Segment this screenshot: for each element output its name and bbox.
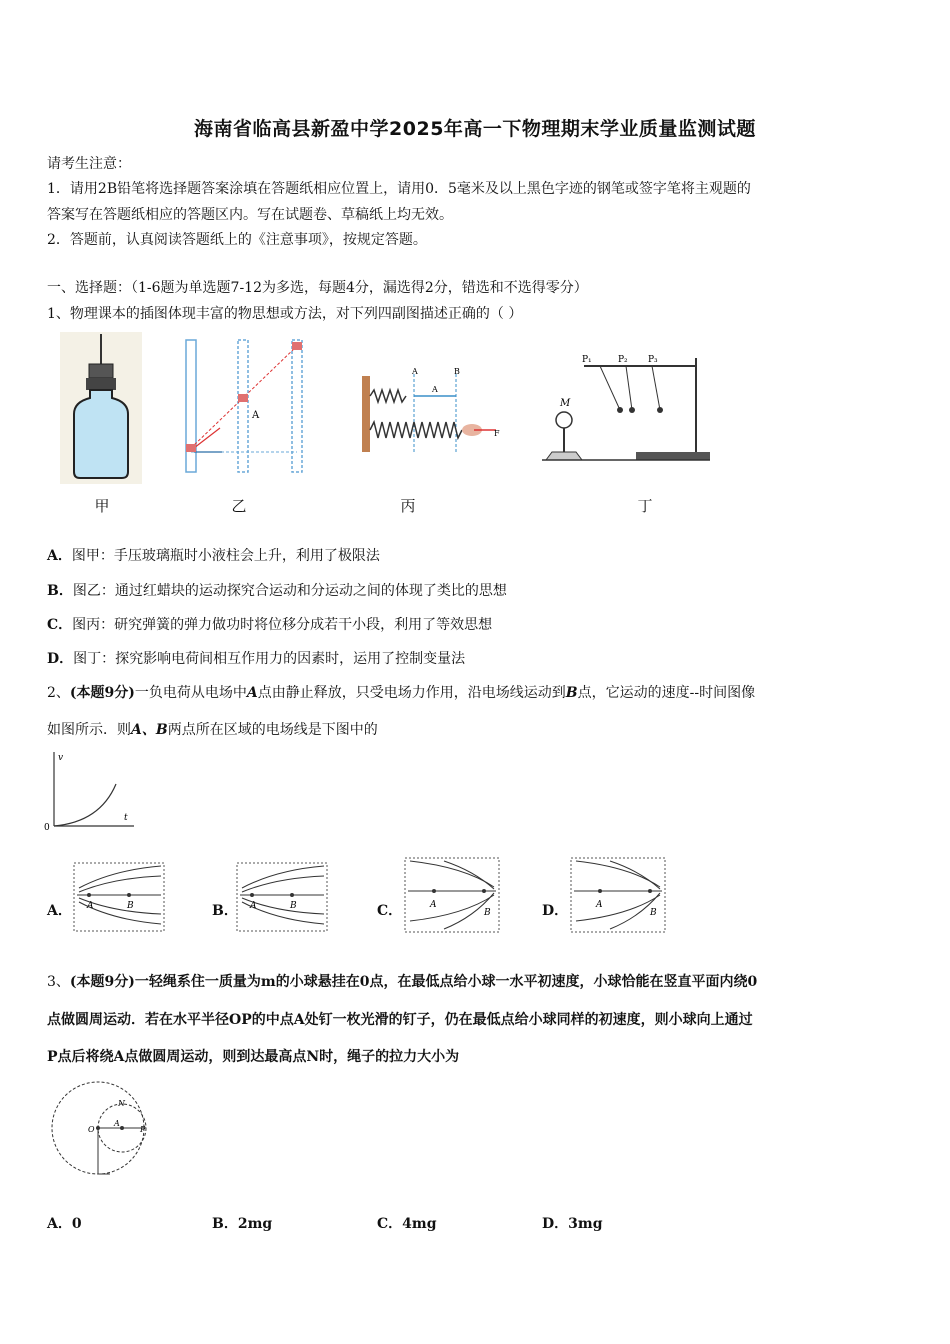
- q1-fig-bing-label-b: B: [454, 367, 460, 376]
- q1-fig-ding-label-p2: P₂: [618, 355, 628, 365]
- q1-option-b[interactable]: B．图乙：通过红蜡块的运动探究合运动和分运动之间的体现了类比的思想: [47, 583, 507, 599]
- q2-choice-a-label[interactable]: A．: [47, 903, 72, 919]
- q2-graph-origin: 0: [44, 823, 50, 833]
- q2-choice-c-pt-a: A: [430, 900, 437, 910]
- page-title: 海南省临高县新盈中学2025年高一下物理期末学业质量监测试题: [194, 118, 756, 140]
- q1-fig-yi-label-a: A: [252, 410, 260, 421]
- notice-item-1b: 答案写在答题纸相应的答题区内。写在试题卷、草稿纸上均无效。: [47, 207, 453, 223]
- q2-graph-v-label: v: [58, 753, 64, 763]
- q1-fig-ding-label-p3: P₃: [648, 355, 658, 365]
- q2-choice-c-label[interactable]: C．: [377, 903, 403, 919]
- q2-graph-t-label: t: [124, 813, 128, 823]
- q1-option-c[interactable]: C．图丙：研究弹簧的弹力做功时将位移分成若干小段，利用了等效思想: [47, 617, 493, 633]
- q1-figure-bing: [356, 366, 502, 452]
- q1-caption-jia: 甲: [94, 497, 110, 515]
- q1-caption-ding: 丁: [637, 497, 653, 515]
- q1-option-a[interactable]: A．图甲：手压玻璃瓶时小液柱会上升，利用了极限法: [47, 548, 380, 564]
- q3-fig-label-o: O: [88, 1125, 95, 1134]
- section-heading: 一、选择题：（1-6题为单选题7-12为多选，每题4分，漏选得2分，错选和不选得零分）: [47, 280, 588, 296]
- q2-choice-d-diagram[interactable]: [570, 857, 666, 933]
- q3-option-c[interactable]: C．4mg: [377, 1216, 437, 1232]
- q2-choice-d-pt-a: A: [596, 900, 603, 910]
- q1-stem: 1、物理课本的插图体现丰富的物思想或方法，对下列四副图描述正确的（ ）: [47, 306, 523, 322]
- q2-choice-a-pt-b: B: [127, 901, 134, 911]
- q1-figure-ding: [540, 348, 712, 466]
- notice-item-2: 2．答题前，认真阅读答题纸上的《注意事项》，按规定答题。: [47, 232, 427, 248]
- notice-item-1a: 1．请用2B铅笔将选择题答案涂填在答题纸相应位置上，请用0．5毫米及以上黑色字迹的钢笔或签字笔将主观题的: [47, 181, 751, 197]
- q1-caption-bing: 丙: [400, 497, 416, 515]
- q2-choice-a-pt-a: A: [87, 901, 94, 911]
- q3-stem-line2: 点做圆周运动．若在水平半径OP的中点A处钉一枚光滑的钉子，仍在最低点给小球同样的初速度，则小球向上通过: [47, 1012, 753, 1028]
- q2-choice-b-pt-b: B: [290, 901, 297, 911]
- q1-fig-bing-label-a: A: [412, 367, 418, 376]
- q3-fig-label-a: A: [114, 1119, 120, 1128]
- q1-option-d[interactable]: D．图丁：探究影响电荷间相互作用力的因素时，运用了控制变量法: [47, 651, 466, 667]
- q2-choice-d-pt-b: B: [650, 908, 657, 918]
- notice-heading: 请考生注意：: [47, 156, 131, 172]
- q1-fig-ding-label-p1: P₁: [582, 355, 592, 365]
- q3-circle-figure: [44, 1080, 156, 1180]
- q3-option-b[interactable]: B．2mg: [212, 1216, 273, 1232]
- q1-figure-jia: [60, 332, 142, 484]
- q1-fig-ding-label-m: M: [560, 398, 571, 409]
- q1-fig-bing-label-f: F: [494, 429, 500, 438]
- q1-fig-bing-label-delta: A: [432, 385, 438, 394]
- q2-vt-graph: [40, 748, 140, 838]
- q3-fig-label-n: N: [118, 1099, 125, 1108]
- q2-choice-c-pt-b: B: [484, 908, 491, 918]
- q2-choice-b-label[interactable]: B．: [212, 903, 238, 919]
- q2-choice-a-diagram[interactable]: [73, 862, 165, 932]
- q3-stem-line3: P点后将绕A点做圆周运动，则到达最高点N时，绳子的拉力大小为: [47, 1049, 460, 1065]
- q2-stem-line1: 2、(本题9分)一负电荷从电场中A点由静止释放，只受电场力作用，沿电场线运动到B点，它运动的速度--时间图像: [47, 685, 756, 701]
- q2-choice-b-pt-a: A: [250, 901, 257, 911]
- q3-fig-label-p: P: [140, 1125, 146, 1134]
- q2-choice-c-diagram[interactable]: [404, 857, 500, 933]
- q2-choice-d-label[interactable]: D．: [542, 903, 569, 919]
- q3-option-a[interactable]: A．0: [47, 1216, 82, 1232]
- q1-figure-yi: [180, 336, 312, 476]
- q3-stem-line1: 3、(本题9分)一轻绳系住一质量为m的小球悬挂在0点，在最低点给小球一水平初速度，小球恰能在竖直平面内绕0: [47, 974, 758, 990]
- q2-stem-line2: 如图所示．则A、B两点所在区域的电场线是下图中的: [47, 722, 378, 738]
- q1-caption-yi: 乙: [231, 497, 247, 515]
- q2-choice-b-diagram[interactable]: [236, 862, 328, 932]
- q3-option-d[interactable]: D．3mg: [542, 1216, 603, 1232]
